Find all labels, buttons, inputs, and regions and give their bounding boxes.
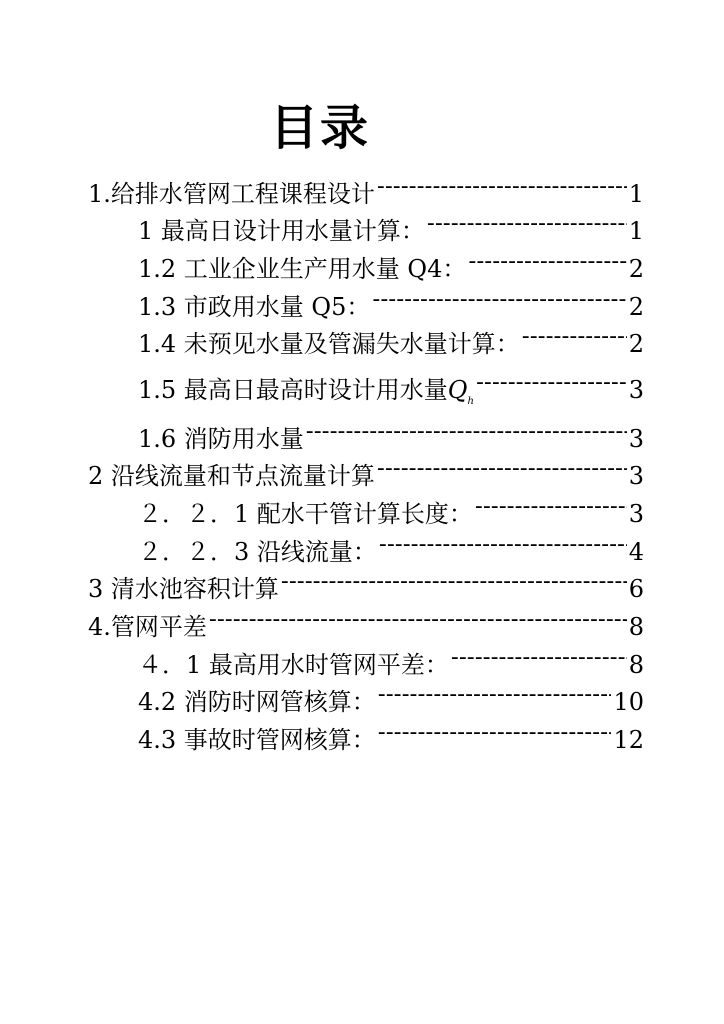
- toc-page-number: 8: [628, 651, 644, 679]
- toc-page-number: 2: [628, 330, 644, 358]
- toc-page-number: 2: [628, 255, 644, 283]
- toc-entry: [138, 322, 644, 359]
- toc-entry-text: ４．1 最高用水时管网平差：: [138, 651, 449, 679]
- toc-entry-text: 4.3 事故时管网核算：: [138, 726, 376, 754]
- toc-entry: [138, 643, 644, 680]
- toc-page-number: 8: [628, 613, 644, 641]
- toc-entry-text: [138, 375, 474, 417]
- toc-entry-text: 1 最高日设计用水量计算：: [138, 217, 425, 245]
- toc-page-number: 3: [628, 425, 644, 453]
- toc-leader: [379, 530, 627, 560]
- toc-entry: [138, 417, 644, 454]
- toc-entry: [138, 530, 644, 567]
- toc-entry: [138, 285, 644, 322]
- toc-page-number: 3: [628, 462, 644, 490]
- flow-symbol-letter: Q: [447, 376, 468, 404]
- flow-symbol-subscript: h: [467, 396, 474, 407]
- toc-leader: [476, 368, 627, 398]
- toc-entry: [138, 718, 644, 755]
- toc-entry: [138, 368, 644, 417]
- toc-page-number: 1: [628, 180, 644, 208]
- toc-leader: [378, 718, 612, 748]
- toc-leader: [306, 417, 627, 447]
- toc-page-number: 10: [613, 688, 644, 716]
- toc-leader: [468, 247, 626, 277]
- toc-entry: [138, 247, 644, 284]
- toc-entry-text: 1.2 工业企业生产用水量 Q4：: [138, 255, 467, 283]
- flow-symbol: [447, 376, 474, 407]
- page-title: 目录: [269, 100, 370, 156]
- toc-leader: [427, 209, 627, 239]
- toc-entry: [138, 492, 644, 529]
- toc-entry-text: 3 清水池容积计算: [88, 575, 279, 603]
- toc-leader: [378, 680, 612, 710]
- toc-entry-text: 1.6 消防用水量: [138, 425, 304, 453]
- toc-leader: [522, 322, 627, 352]
- toc-page-number: 4: [628, 538, 644, 566]
- toc-entry-text: ２．２．1 配水干管计算长度：: [138, 500, 473, 528]
- toc-leader: [377, 172, 627, 202]
- toc-entry-text: 4.2 消防时网管核算：: [138, 688, 376, 716]
- toc-page-number: 3: [628, 500, 644, 528]
- toc-entry: [88, 172, 644, 209]
- toc-entry: [88, 605, 644, 642]
- toc-entry-text: 4.管网平差: [88, 613, 207, 641]
- toc-leader: [451, 643, 627, 673]
- toc-leader: [377, 454, 627, 484]
- toc-leader: [475, 492, 627, 522]
- toc-entry: [138, 680, 644, 717]
- toc-leader: [372, 285, 626, 315]
- toc-entry: [138, 209, 644, 246]
- toc-page-number: 2: [628, 293, 644, 321]
- toc-entry-text: 1.4 未预见水量及管漏失水量计算：: [138, 330, 520, 358]
- toc-entry-text: ２．２．3 沿线流量：: [138, 538, 377, 566]
- toc-leader: [209, 605, 627, 635]
- toc-entry-label: 1.5 最高日最高时设计用水量: [138, 376, 448, 404]
- toc-page-number: 6: [628, 575, 644, 603]
- toc-page-number: 12: [613, 726, 644, 754]
- toc-entry: [88, 454, 644, 491]
- toc-page-number: 1: [628, 217, 644, 245]
- toc-entry-text: 2 沿线流量和节点流量计算: [88, 462, 375, 490]
- toc-entry-text: 1.3 市政用水量 Q5：: [138, 293, 371, 321]
- toc-page-number: 3: [628, 376, 644, 404]
- toc-entry-text: 1.给排水管网工程课程设计: [88, 180, 375, 208]
- toc-leader: [281, 567, 627, 597]
- toc-entry: [88, 567, 644, 604]
